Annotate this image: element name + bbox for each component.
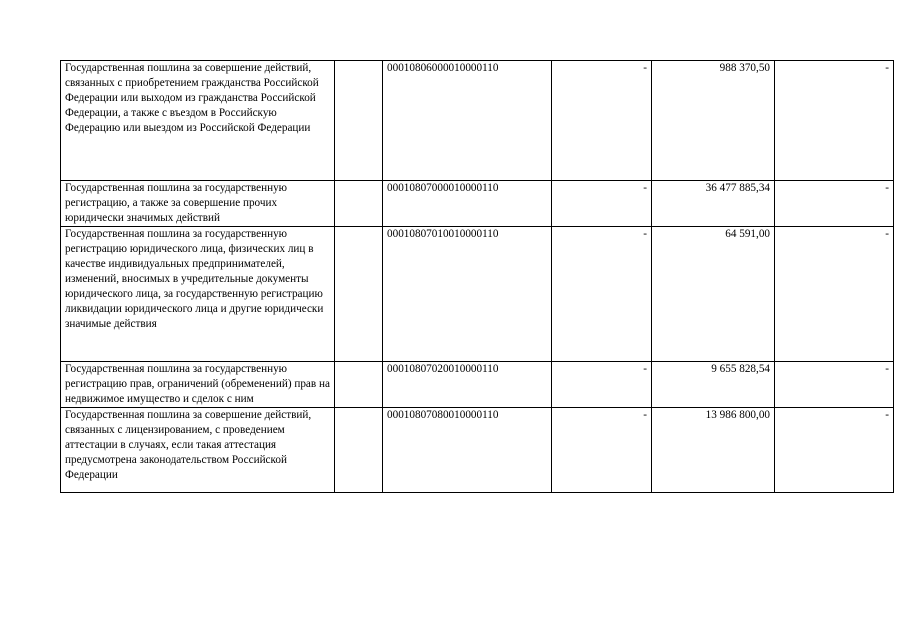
row-amount: 36 477 885,34	[652, 181, 775, 227]
row-amount: 13 986 800,00	[652, 408, 775, 493]
table-row	[61, 408, 894, 493]
row-col5: -	[775, 227, 894, 362]
table-row	[61, 227, 894, 362]
row-col3: -	[552, 408, 652, 493]
row-name: Государственная пошлина за государственную регистрацию юридического лица, физических лиц в качестве индивидуальных предпринимателей, изменений, вносимых в учредительные документы юридического лица, за государственную регистрацию ликвидации юридического лица и другие юридически значимые действия	[61, 227, 335, 362]
row-name: Государственная пошлина за государственную регистрацию прав, ограничений (обременений) прав на недвижимое имущество и сделок с ним	[61, 362, 335, 408]
row-name: Государственная пошлина за совершение действий, связанных с лицензированием, с проведением аттестации в случаях, если такая аттестация предусмотрена законодательством Российской Федерации	[61, 408, 335, 493]
row-blank-cell	[335, 181, 383, 227]
row-code: 00010807080010000110	[383, 408, 552, 493]
table-row	[61, 181, 894, 227]
row-code: 00010807010010000110	[383, 227, 552, 362]
row-code: 00010807020010000110	[383, 362, 552, 408]
row-col5: -	[775, 61, 894, 181]
row-name: Государственная пошлина за совершение действий, связанных с приобретением гражданства Российской Федерации или выходом из гражданства Российской Федерации, а также с въездом в Российскую Федерацию или выездом из Российской Федерации	[61, 61, 335, 181]
row-col3: -	[552, 227, 652, 362]
table-row	[61, 362, 894, 408]
row-blank-cell	[335, 362, 383, 408]
row-col3: -	[552, 61, 652, 181]
row-code: 00010807000010000110	[383, 181, 552, 227]
row-col5: -	[775, 181, 894, 227]
row-blank-cell	[335, 61, 383, 181]
row-amount: 64 591,00	[652, 227, 775, 362]
row-col5: -	[775, 362, 894, 408]
revenue-table	[60, 60, 894, 493]
table-row	[61, 61, 894, 181]
row-col5: -	[775, 408, 894, 493]
row-blank-cell	[335, 408, 383, 493]
row-code: 00010806000010000110	[383, 61, 552, 181]
row-amount: 988 370,50	[652, 61, 775, 181]
row-blank-cell	[335, 227, 383, 362]
row-col3: -	[552, 362, 652, 408]
row-col3: -	[552, 181, 652, 227]
row-amount: 9 655 828,54	[652, 362, 775, 408]
row-name: Государственная пошлина за государственную регистрацию, а также за совершение прочих юридически значимых действий	[61, 181, 335, 227]
